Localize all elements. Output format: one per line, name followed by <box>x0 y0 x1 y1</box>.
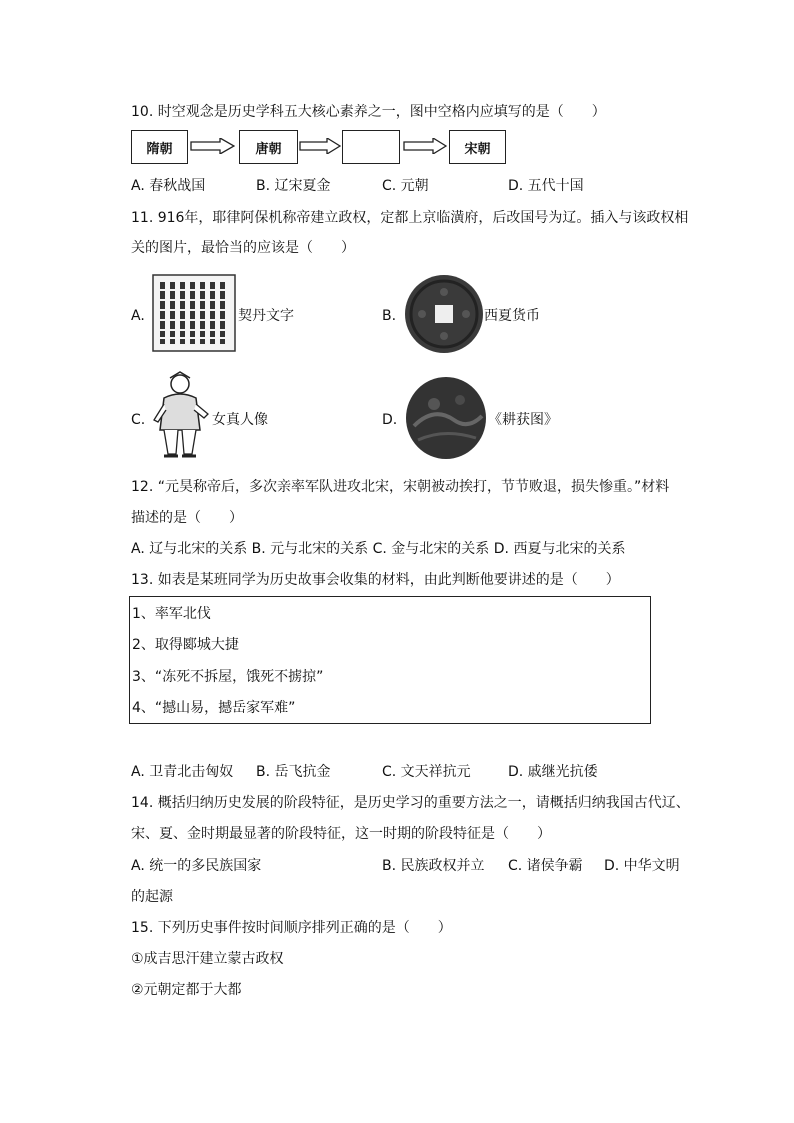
q10-option-a: A. 春秋战国 <box>131 178 206 194</box>
q11-option-c-caption: 女真人像 <box>212 412 268 428</box>
q11-option-a-caption: 契丹文字 <box>238 308 294 324</box>
jurchen-figure-image <box>150 370 210 466</box>
q11-option-d-letter: D. <box>382 412 398 428</box>
arrow-icon <box>299 138 341 154</box>
genghuo-painting-image <box>404 376 488 460</box>
timeline-box-sui: 隋朝 <box>131 130 188 164</box>
q10-option-b: B. 辽宋夏金 <box>256 178 331 194</box>
q11-option-b-caption: 西夏货币 <box>484 308 540 324</box>
q15-item-1: ①成吉思汗建立蒙古政权 <box>131 951 284 967</box>
q13-material-table <box>129 596 651 724</box>
q14-option-b: B. 民族政权并立 <box>382 858 485 874</box>
q12-stem-line1: 12. “元昊称帝后，多次亲率军队进攻北宋，宋朝被动挨打，节节败退，损失惨重。”材料 <box>131 479 670 495</box>
q12-options: A. 辽与北宋的关系 B. 元与北宋的关系 C. 金与北宋的关系 D. 西夏与北宋的关系 <box>131 541 626 557</box>
q11-option-d-caption: 《耕获图》 <box>488 412 558 428</box>
q14-stem-line2: 宋、夏、金时期最显著的阶段特征，这一时期的阶段特征是（ ） <box>131 826 551 842</box>
q11-option-a-letter: A. <box>131 308 145 324</box>
table-row: 3、“冻死不拆屋，饿死不掳掠” <box>132 669 324 685</box>
q15-item-2: ②元朝定都于大都 <box>131 982 242 998</box>
arrow-icon <box>190 138 235 154</box>
q12-stem-line2: 描述的是（ ） <box>131 510 243 526</box>
timeline-box-blank <box>342 130 400 164</box>
arrow-icon <box>403 138 447 154</box>
q14-stem-line1: 14. 概括归纳历史发展的阶段特征，是历史学习的重要方法之一，请概括归纳我国古代辽、 <box>131 795 690 811</box>
timeline-box-song: 宋朝 <box>449 130 506 164</box>
q14-option-d: D. 中华文明 <box>604 858 680 874</box>
q11-option-c-letter: C. <box>131 412 146 428</box>
timeline-box-tang: 唐朝 <box>239 130 298 164</box>
q11-stem-line2: 关的图片，最恰当的应该是（ ） <box>131 240 355 256</box>
table-row: 1、率军北伐 <box>132 606 211 622</box>
q15-stem: 15. 下列历史事件按时间顺序排列正确的是（ ） <box>131 920 452 936</box>
q11-stem-line1: 11. 916年，耶律阿保机称帝建立政权，定都上京临潢府，后改国号为辽。插入与该政权相 <box>131 210 689 226</box>
khitan-script-image <box>152 274 236 352</box>
q10-stem: 10. 时空观念是历史学科五大核心素养之一，图中空格内应填写的是（ ） <box>131 104 606 120</box>
q13-stem: 13. 如表是某班同学为历史故事会收集的材料，由此判断他要讲述的是（ ） <box>131 572 620 588</box>
q10-option-d: D. 五代十国 <box>508 178 584 194</box>
table-row: 2、取得郾城大捷 <box>132 637 239 653</box>
xixia-coin-image <box>403 272 485 356</box>
q14-option-d-continued: 的起源 <box>131 889 173 905</box>
q14-option-c: C. 诸侯争霸 <box>508 858 583 874</box>
q13-option-a: A. 卫青北击匈奴 <box>131 764 234 780</box>
q14-option-a: A. 统一的多民族国家 <box>131 858 262 874</box>
q13-option-d: D. 戚继光抗倭 <box>508 764 598 780</box>
q11-option-b-letter: B. <box>382 308 397 324</box>
q10-option-c: C. 元朝 <box>382 178 429 194</box>
q13-option-b: B. 岳飞抗金 <box>256 764 331 780</box>
q13-option-c: C. 文天祥抗元 <box>382 764 471 780</box>
table-row: 4、“撼山易，撼岳家军难” <box>132 700 296 716</box>
